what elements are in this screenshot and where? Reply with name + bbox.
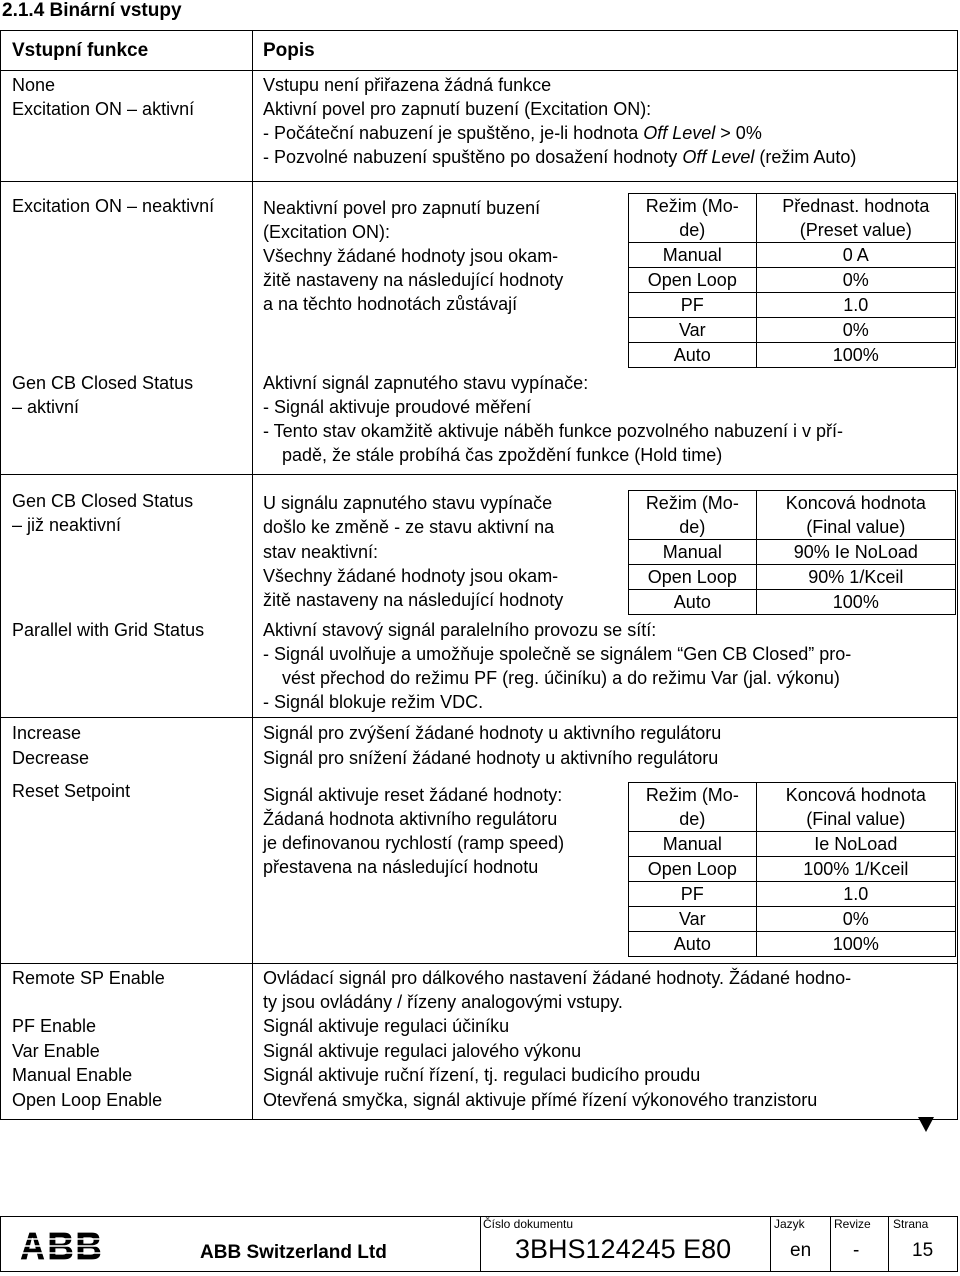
function-description: vést přechod do režimu PF (reg. účiníku) a do režimu Var (jal. výkonu) bbox=[282, 668, 840, 688]
page-number: 15 bbox=[912, 1240, 934, 1261]
function-name: Excitation ON – aktivní bbox=[12, 99, 195, 119]
function-description: - Signál uvolňuje a umožňuje společně se signálem “Gen CB Closed” pro- bbox=[263, 644, 852, 664]
table-cell: 100% bbox=[756, 343, 955, 368]
function-name: Var Enable bbox=[12, 1041, 100, 1061]
function-description: stav neaktivní: bbox=[263, 542, 379, 562]
table-row bbox=[629, 293, 956, 318]
function-description: Otevřená smyčka, signál aktivuje přímé řízení výkonového tranzistoru bbox=[263, 1090, 818, 1110]
table-cell: 1.0 bbox=[756, 293, 955, 318]
document-number-label: Číslo dokumentu bbox=[483, 1217, 574, 1231]
table-row bbox=[629, 590, 956, 615]
function-description: Signál aktivuje reset žádané hodnoty: bbox=[263, 785, 563, 805]
header-divider bbox=[0, 70, 958, 71]
table-header-cell: Přednast. hodnota (Preset value) bbox=[756, 194, 955, 243]
function-description: - Signál blokuje režim VDC. bbox=[263, 692, 484, 712]
table-row bbox=[629, 491, 956, 540]
table-cell: Var bbox=[629, 318, 757, 343]
page-footer bbox=[0, 1216, 958, 1272]
table-cell: 90% 1/Kceil bbox=[756, 565, 955, 590]
function-name: PF Enable bbox=[12, 1016, 97, 1036]
footer-divider bbox=[830, 1216, 831, 1272]
table-cell: Auto bbox=[629, 343, 757, 368]
function-description: - Počáteční nabuzení je spuštěno, je-li hodnota Off Level > 0% bbox=[263, 123, 762, 143]
function-description: Signál aktivuje ruční řízení, tj. regulaci budicího proudu bbox=[263, 1065, 701, 1085]
section-heading: 2.1.4 Binární vstupy bbox=[2, 0, 182, 21]
function-name: Manual Enable bbox=[12, 1065, 133, 1085]
down-triangle-icon bbox=[918, 1117, 934, 1132]
document-number: 3BHS124245 E80 bbox=[515, 1234, 732, 1264]
function-name: Open Loop Enable bbox=[12, 1090, 163, 1110]
table-cell: 100% bbox=[756, 590, 955, 615]
function-name: Reset Setpoint bbox=[12, 781, 131, 801]
function-description: Signál pro snížení žádané hodnoty u aktivního regulátoru bbox=[263, 748, 719, 768]
table-header-cell: Režim (Mo- de) bbox=[629, 194, 757, 243]
function-name: Decrease bbox=[12, 748, 90, 768]
function-description: Žádaná hodnota aktivního regulátoru bbox=[263, 809, 558, 829]
function-description: Signál pro zvýšení žádané hodnoty u aktivního regulátoru bbox=[263, 723, 722, 743]
language-value: en bbox=[790, 1240, 812, 1261]
function-name: Remote SP Enable bbox=[12, 968, 165, 988]
function-description: Vstupu není přiřazena žádná funkce bbox=[263, 75, 552, 95]
function-name: – již neaktivní bbox=[12, 515, 122, 535]
table-cell: PF bbox=[629, 882, 757, 907]
table-cell: 0 A bbox=[756, 243, 955, 268]
footer-divider bbox=[888, 1216, 889, 1272]
function-description: Aktivní signál zapnutého stavu vypínače: bbox=[263, 373, 589, 393]
footer-divider bbox=[770, 1216, 771, 1272]
table-header-cell: Režim (Mo- de) bbox=[629, 783, 757, 832]
table-cell: 90% Ie NoLoad bbox=[756, 540, 955, 565]
table-cell: 100% 1/Kceil bbox=[756, 857, 955, 882]
column-header-description: Popis bbox=[263, 40, 315, 61]
function-description: (Excitation ON): bbox=[263, 222, 391, 242]
table-row bbox=[629, 343, 956, 368]
table-header-cell: Koncová hodnota (Final value) bbox=[756, 783, 955, 832]
table-row bbox=[629, 932, 956, 957]
function-description: žitě nastaveny na následující hodnoty bbox=[263, 590, 564, 610]
function-description: U signálu zapnutého stavu vypínače bbox=[263, 493, 553, 513]
function-description: Neaktivní povel pro zapnutí buzení bbox=[263, 198, 541, 218]
function-description: Signál aktivuje regulaci jalového výkonu bbox=[263, 1041, 582, 1061]
table-cell: Manual bbox=[629, 243, 757, 268]
table-row bbox=[629, 882, 956, 907]
row-divider bbox=[0, 963, 958, 964]
function-name: – aktivní bbox=[12, 397, 80, 417]
function-description: Signál aktivuje regulaci účiníku bbox=[263, 1016, 510, 1036]
function-description: Ovládací signál pro dálkového nastavení žádané hodnoty. Žádané hodno- bbox=[263, 968, 852, 988]
row-divider bbox=[0, 474, 958, 475]
revision-label: Revize bbox=[834, 1217, 871, 1231]
table-cell: Open Loop bbox=[629, 565, 757, 590]
table-row bbox=[629, 540, 956, 565]
function-description: - Tento stav okamžitě aktivuje náběh funkce pozvolného nabuzení i v pří- bbox=[263, 421, 844, 441]
company-name: ABB Switzerland Ltd bbox=[200, 1242, 387, 1263]
footer-divider bbox=[480, 1216, 481, 1272]
table-cell: PF bbox=[629, 293, 757, 318]
function-description: Všechny žádané hodnoty jsou okam- bbox=[263, 566, 559, 586]
abb-logo bbox=[18, 1230, 108, 1267]
preset-values-table bbox=[628, 193, 956, 368]
table-header-cell: Koncová hodnota (Final value) bbox=[756, 491, 955, 540]
table-cell: 1.0 bbox=[756, 882, 955, 907]
function-description: došlo ke změně - ze stavu aktivní na bbox=[263, 517, 555, 537]
table-row bbox=[629, 243, 956, 268]
table-row bbox=[629, 907, 956, 932]
function-description: ty jsou ovládány / řízeny analogovými vstupy. bbox=[263, 992, 623, 1012]
revision-value: - bbox=[853, 1240, 860, 1261]
function-name: Parallel with Grid Status bbox=[12, 620, 205, 640]
function-description: Všechny žádané hodnoty jsou okam- bbox=[263, 246, 559, 266]
table-row bbox=[629, 832, 956, 857]
table-row bbox=[629, 268, 956, 293]
function-description: - Pozvolné nabuzení spuštěno po dosažení hodnoty Off Level (režim Auto) bbox=[263, 147, 857, 167]
column-divider bbox=[252, 30, 253, 1120]
table-row bbox=[629, 194, 956, 243]
table-cell: Auto bbox=[629, 590, 757, 615]
table-cell: 0% bbox=[756, 268, 955, 293]
function-name: Gen CB Closed Status bbox=[12, 373, 194, 393]
function-name: Gen CB Closed Status bbox=[12, 491, 194, 511]
function-description: padě, že stále probíhá čas zpoždění funkce (Hold time) bbox=[282, 445, 723, 465]
table-row bbox=[629, 783, 956, 832]
function-description: žitě nastaveny na následující hodnoty bbox=[263, 270, 564, 290]
function-description: Aktivní stavový signál paralelního provozu se sítí: bbox=[263, 620, 657, 640]
function-description: Aktivní povel pro zapnutí buzení (Excitation ON): bbox=[263, 99, 652, 119]
table-cell: Manual bbox=[629, 540, 757, 565]
table-cell: 100% bbox=[756, 932, 955, 957]
table-cell: Auto bbox=[629, 932, 757, 957]
function-name: None bbox=[12, 75, 56, 95]
function-name: Excitation ON – neaktivní bbox=[12, 196, 215, 216]
table-cell: Open Loop bbox=[629, 268, 757, 293]
page-label: Strana bbox=[893, 1217, 929, 1231]
table-row bbox=[629, 565, 956, 590]
function-description: a na těchto hodnotách zůstávají bbox=[263, 294, 518, 314]
table-header-cell: Režim (Mo- de) bbox=[629, 491, 757, 540]
row-divider bbox=[0, 181, 958, 182]
language-label: Jazyk bbox=[774, 1217, 805, 1231]
row-divider bbox=[0, 717, 958, 718]
table-row bbox=[629, 857, 956, 882]
final-values-table bbox=[628, 490, 956, 615]
column-header-input-function: Vstupní funkce bbox=[12, 40, 149, 61]
table-cell: Open Loop bbox=[629, 857, 757, 882]
function-description: přestavena na následující hodnotu bbox=[263, 857, 539, 877]
table-cell: Manual bbox=[629, 832, 757, 857]
table-cell: 0% bbox=[756, 318, 955, 343]
table-row bbox=[629, 318, 956, 343]
table-cell: Ie NoLoad bbox=[756, 832, 955, 857]
function-name: Increase bbox=[12, 723, 82, 743]
function-description: je definovanou rychlostí (ramp speed) bbox=[263, 833, 565, 853]
table-cell: Var bbox=[629, 907, 757, 932]
reset-values-table bbox=[628, 782, 956, 957]
function-description: - Signál aktivuje proudové měření bbox=[263, 397, 532, 417]
table-cell: 0% bbox=[756, 907, 955, 932]
